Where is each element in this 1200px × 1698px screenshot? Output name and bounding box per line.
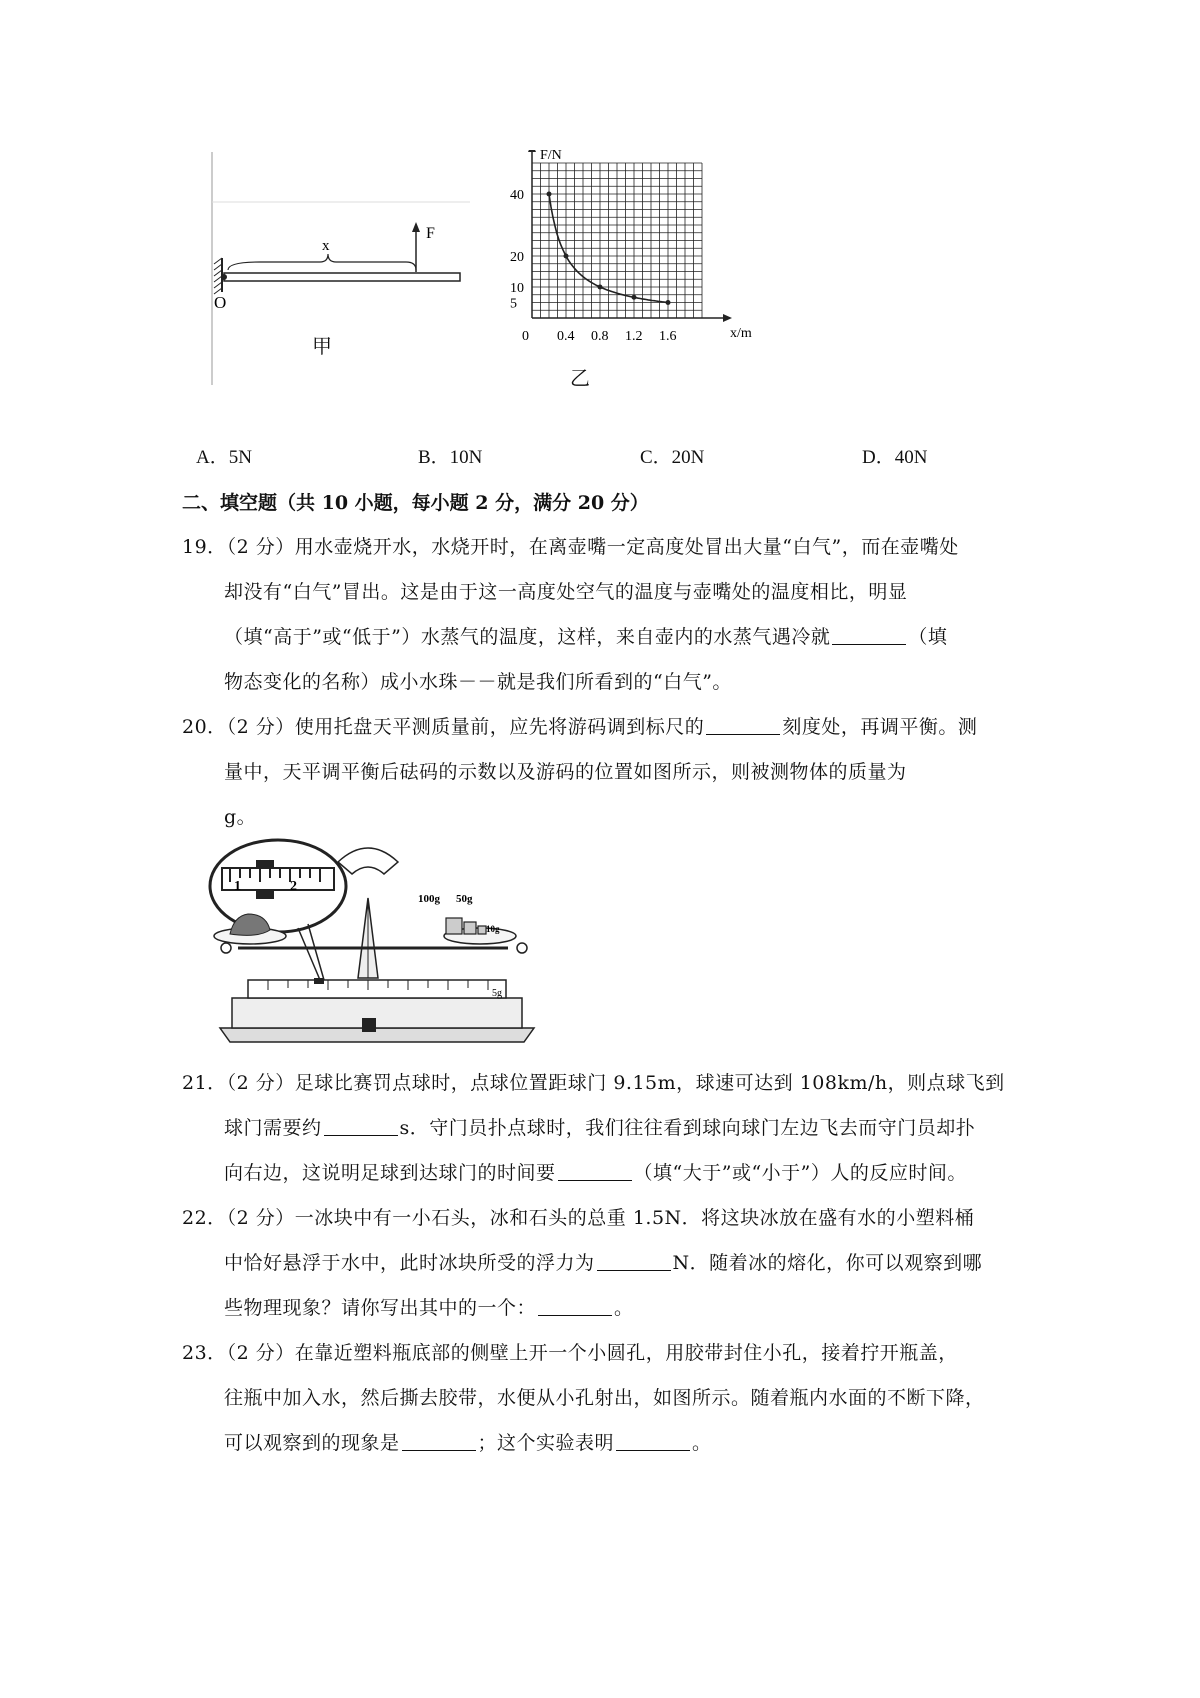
y-tick-label: 10 bbox=[510, 281, 524, 296]
y-axis-label: F/N bbox=[540, 150, 562, 163]
weight-100g bbox=[446, 918, 462, 934]
q19-line-3a: （填“高于”或“低于”）水蒸气的温度，这样，来自壶内的水蒸气遇冷就 bbox=[224, 626, 831, 648]
q20-line-1 bbox=[182, 712, 977, 739]
x-tick-label: 0 bbox=[522, 329, 529, 344]
q21-line-2a: 球门需要约 bbox=[224, 1117, 322, 1139]
q22-line-2b: N．随着冰的熔化，你可以观察到哪 bbox=[672, 1252, 983, 1274]
q19-line-4: 物态变化的名称）成小水珠－－就是我们所看到的“白气”。 bbox=[224, 671, 732, 693]
scale-label-1: 1 bbox=[234, 879, 241, 894]
label-o: O bbox=[214, 293, 227, 312]
pivot-dot bbox=[221, 274, 227, 280]
option-a: A．5N bbox=[196, 447, 252, 468]
y-tick-label: 5 bbox=[510, 296, 517, 312]
weight-50g bbox=[464, 922, 476, 934]
data-point bbox=[666, 300, 671, 305]
x-axis-arrow bbox=[723, 314, 732, 322]
data-point bbox=[564, 254, 569, 259]
force-distance-chart bbox=[500, 150, 800, 390]
data-point bbox=[632, 295, 637, 300]
answer-blank bbox=[597, 1254, 671, 1271]
q23-line-3b: ；这个实验表明 bbox=[477, 1432, 615, 1454]
option-d: D．40N bbox=[862, 447, 928, 468]
q20-line-1a: 20．（2 分）使用托盘天平测质量前，应先将游码调到标尺的 bbox=[182, 716, 705, 738]
label-x: x bbox=[322, 238, 330, 254]
balance-diagram bbox=[208, 838, 548, 1048]
q22-line-2 bbox=[224, 1248, 982, 1275]
q23-line-3a: 可以观察到的现象是 bbox=[224, 1432, 400, 1454]
q22-line-3b: 。 bbox=[614, 1297, 634, 1319]
q23-line-1: 23．（2 分）在靠近塑料瓶底部的侧壁上开一个小圆孔，用胶带封住小孔，接着拧开瓶盖， bbox=[182, 1342, 958, 1364]
q23-line-2: 往瓶中加入水，然后撕去胶带，水便从小孔射出，如图所示。随着瓶内水面的不断下降， bbox=[224, 1387, 985, 1409]
q22-line-2a: 中恰好悬浮于水中，此时冰块所受的浮力为 bbox=[224, 1252, 595, 1274]
q21-line-3 bbox=[224, 1158, 967, 1185]
q20-line-1b: 刻度处，再调平衡。测 bbox=[782, 716, 978, 738]
q23-line-3 bbox=[224, 1428, 712, 1455]
answer-blank bbox=[616, 1434, 690, 1451]
y-tick-label: 40 bbox=[510, 188, 524, 203]
option-c: C．20N bbox=[640, 447, 705, 468]
x-axis-label: x/m bbox=[730, 326, 752, 341]
q22-line-1: 22．（2 分）一冰块中有一小石头，冰和石头的总重 1.5N．将这块冰放在盛有水的小塑料桶 bbox=[182, 1207, 975, 1229]
lever-diagram bbox=[210, 150, 480, 390]
section-title: 二、填空题（共 10 小题，每小题 2 分，满分 20 分） bbox=[182, 492, 649, 514]
q21-line-3b: （填“大于”或“小于”）人的反应时间。 bbox=[633, 1162, 967, 1184]
y-tick-label: 20 bbox=[510, 250, 524, 265]
q22-line-3a: 些物理现象？请你写出其中的一个： bbox=[224, 1297, 537, 1319]
y-axis-arrow bbox=[528, 150, 536, 152]
q21-line-2b: s．守门员扑点球时，我们往往看到球向球门左边飞去而守门员却扑 bbox=[399, 1117, 976, 1139]
answer-blank bbox=[706, 718, 780, 735]
balance-figure bbox=[208, 838, 548, 1048]
answer-blank bbox=[324, 1119, 398, 1136]
label-f: F bbox=[426, 225, 435, 242]
data-point bbox=[547, 192, 552, 197]
q21-line-1: 21．（2 分）足球比赛罚点球时，点球位置距球门 9.15m，球速可达到 108km/h，则点球飞到 bbox=[182, 1072, 1005, 1094]
answer-blank bbox=[558, 1164, 632, 1181]
q19-line-3b: （填 bbox=[908, 626, 948, 648]
q20-line-2: 量中，天平调平衡后砝码的示数以及游码的位置如图所示，则被测物体的质量为 bbox=[224, 761, 907, 783]
scale-label-2: 2 bbox=[290, 879, 297, 894]
q22-line-3 bbox=[224, 1293, 634, 1320]
figure-yi bbox=[500, 150, 800, 390]
q19-line-1: 19．（2 分）用水壶烧开水，水烧开时，在离壶嘴一定高度处冒出大量“白气”，而在壶嘴处 bbox=[182, 536, 959, 558]
option-b: B．10N bbox=[418, 447, 483, 468]
figure-jia bbox=[210, 150, 480, 390]
q19-line-3 bbox=[224, 622, 947, 649]
answer-blank bbox=[538, 1299, 612, 1316]
q20-line-3: g。 bbox=[224, 806, 257, 828]
weight-10g bbox=[478, 926, 486, 934]
x-tick-label: 1.6 bbox=[659, 329, 677, 344]
caption-yi: 乙 bbox=[570, 366, 590, 390]
rider bbox=[314, 978, 324, 984]
answer-blank bbox=[402, 1434, 476, 1451]
x-tick-label: 0.8 bbox=[591, 329, 609, 344]
q21-line-2 bbox=[224, 1113, 975, 1140]
q19-line-2: 却没有“白气”冒出。这是由于这一高度处空气的温度与壶嘴处的温度相比，明显 bbox=[224, 581, 908, 603]
answer-blank bbox=[832, 628, 906, 645]
q21-line-3a: 向右边，这说明足球到达球门的时间要 bbox=[224, 1162, 556, 1184]
data-point bbox=[598, 285, 603, 290]
weight-label-100g: 100g bbox=[418, 893, 440, 905]
q23-line-3c: 。 bbox=[692, 1432, 712, 1454]
weight-label-10g: 10g bbox=[486, 924, 500, 934]
caption-jia: 甲 bbox=[312, 334, 332, 358]
x-tick-label: 1.2 bbox=[625, 329, 643, 344]
x-tick-label: 0.4 bbox=[557, 329, 575, 344]
weight-label-50g: 50g bbox=[456, 893, 473, 905]
scale-label-5g: 5g bbox=[492, 988, 502, 999]
